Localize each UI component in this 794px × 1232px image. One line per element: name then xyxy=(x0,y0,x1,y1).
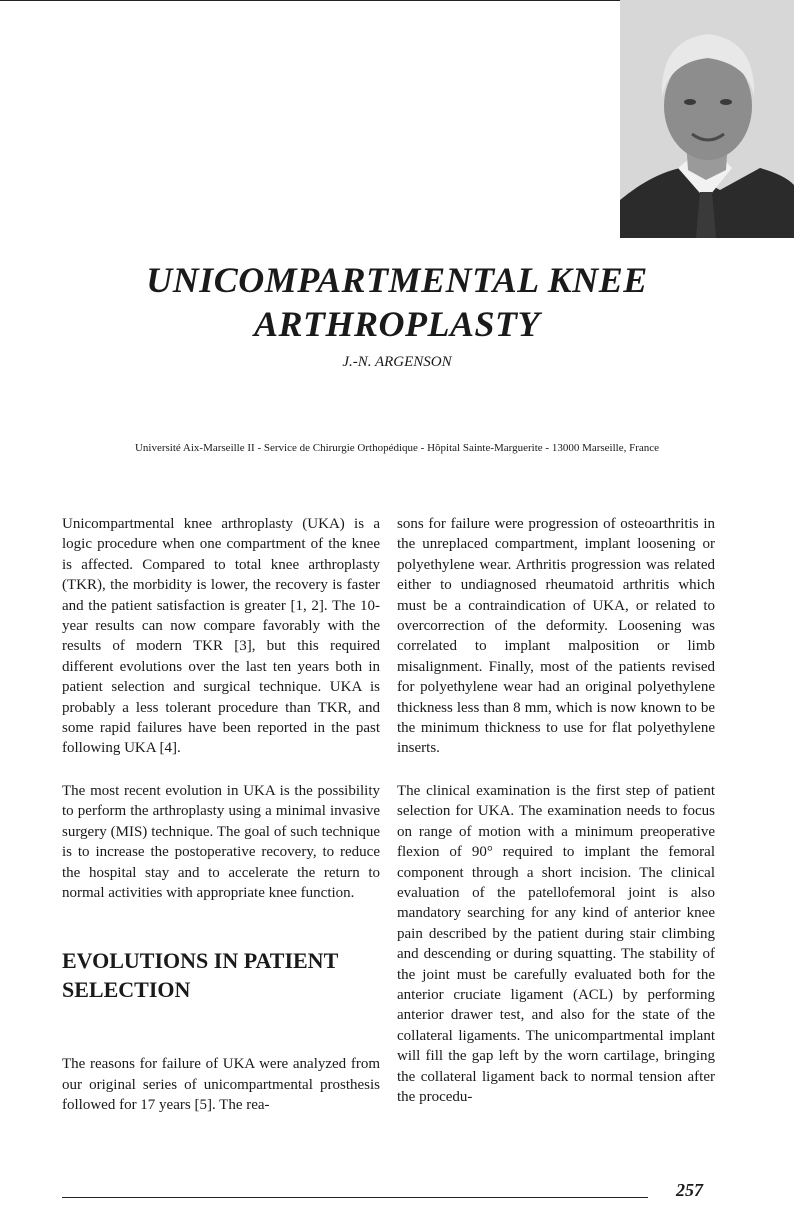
top-rule xyxy=(0,0,620,1)
paragraph: The reasons for failure of UKA were analyzed from our original series of unicompartmental prosthesis followed for 17 years [5]. The rea- xyxy=(62,1056,380,1114)
article-title xyxy=(0,258,794,346)
title-line-2: ARTHROPLASTY xyxy=(253,304,541,344)
paragraph: sons for failure were progression of osteoarthritis in the unreplaced compartment, implant loosening or polyethylene wear. Arthritis progression was related either to undiagnosed rheumatoid arthritis which must be a contraindication of UKA, or related to overcorrection of the deformity. Loosening was correlated to implant malposition or limb misalignment. Finally, most of the patients revised for polyethylene wear had an original polyethylene thickness less than 8 mm, which is now known to be the minimum thickness to use for flat polyethylene inserts. xyxy=(397,516,715,757)
left-column xyxy=(62,514,380,1138)
paragraph: The most recent evolution in UKA is the possibility to perform the arthroplasty using a minimal invasive surgery (MIS) technique. The goal of such technique is to increase the postoperative recovery, to reduce the hospital stay and to accelerate the return to normal activities with appropriate knee function. xyxy=(62,782,380,901)
author-name: J.-N. ARGENSON xyxy=(342,354,452,370)
title-line-1: UNICOMPARTMENTAL KNEE xyxy=(146,260,648,300)
right-column xyxy=(397,514,715,1129)
section-heading: EVOLUTIONS IN PATIENT SELECTION xyxy=(62,948,338,1003)
paragraph: Unicompartmental knee arthroplasty (UKA) is a logic procedure when one compartment of the knee is affected. Compared to total knee arthroplasty (TKR), the morbidity is lower, the recovery is faster and the patient satisfaction is greater [1, 2]. The 10-year results can now compare favorably with the results of modern TKR [3], but this required different evolutions over the last ten years both in patient selection and surgical technique. UKA is probably a less tolerant procedure than TKR, and some rapid failures have been reported in the past following UKA [4]. xyxy=(62,516,380,757)
author-affiliation: Université Aix-Marseille II - Service de Chirurgie Orthopédique - Hôpital Sainte-Marguerite - 13000 Marseille, France xyxy=(134,442,660,454)
page-number: 257 xyxy=(676,1180,703,1200)
author-portrait xyxy=(620,0,794,238)
paragraph: The clinical examination is the first step of patient selection for UKA. The examination needs to focus on range of motion with a minimum preoperative flexion of 90° required to implant the femoral component through a short incision. The clinical evaluation of the patellofemoral joint is also mandatory searching for any kind of anterior knee pain described by the patient during stair climbing and descending or during squatting. The stability of the joint must be carefully evaluated both for the anterior cruciate ligament (ACL) by performing anterior drawer test, and also for the state of the collateral ligaments. The unicompartmental implant will fill the gap left by the worn cartilage, bringing the collateral ligament back to normal tension after the procedu- xyxy=(397,782,715,1105)
footer-rule xyxy=(62,1197,648,1198)
